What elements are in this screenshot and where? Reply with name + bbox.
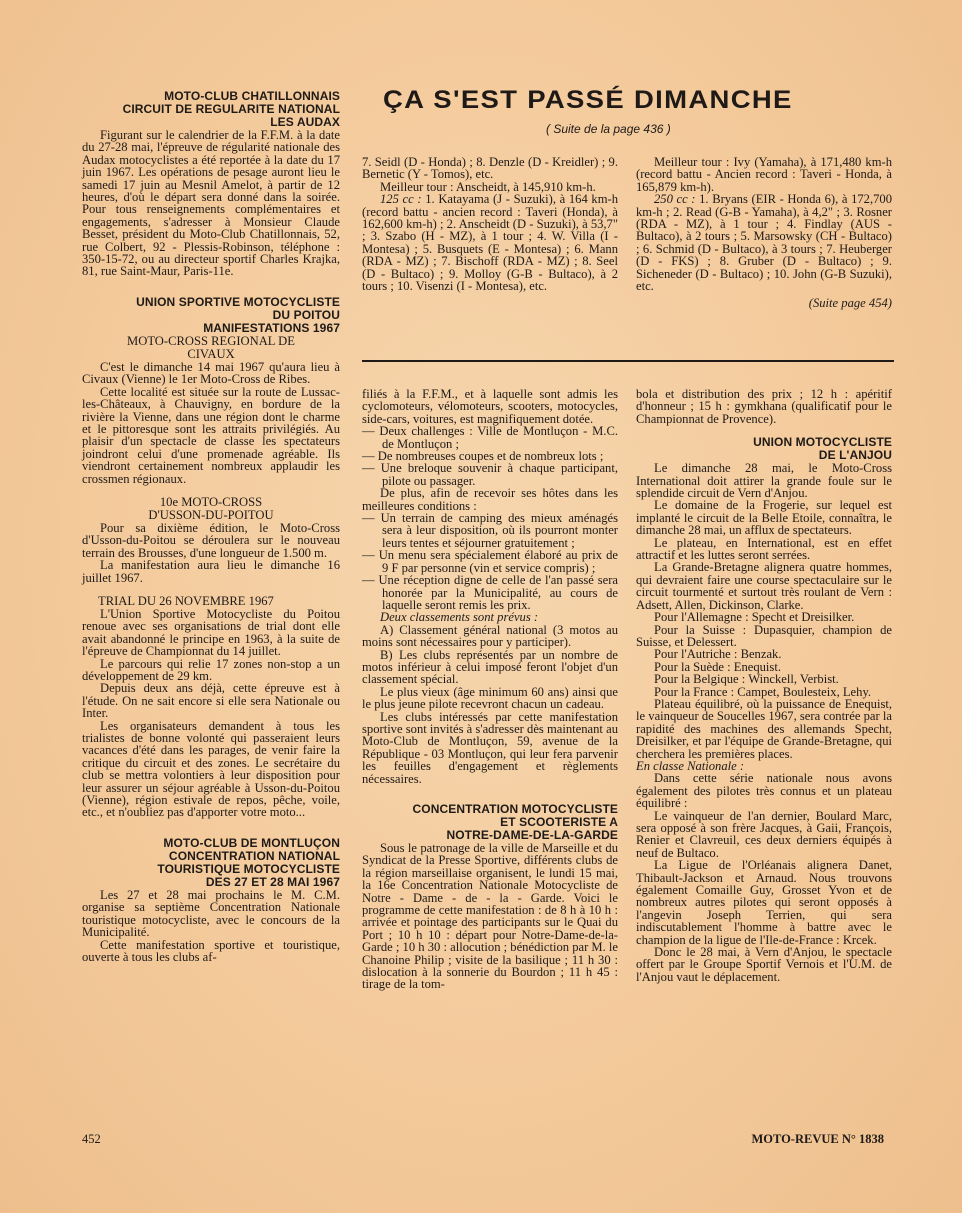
montlucon-title-3: TOURISTIQUE MOTOCYCLISTE [157, 861, 340, 876]
classe-nationale-title: En classe Nationale : [636, 758, 745, 773]
montlucon-paragraph-2: Cette manifestation sportive et touristique, ouverte à tous les clubs af- [82, 937, 340, 964]
anjou-country: Pour la Suisse : Dupasquier, champion de Suisse, et Delessert. [636, 622, 892, 649]
hosting-item: — Un menu sera spécialement élaboré au prix de 9 F par personne (vin et service compris) ; [362, 548, 618, 575]
hosting-item: — Un terrain de camping des mieux aménagés sera à leur disposition, où ils pourront monter leurs tentes et séjourner gratuitement ; [362, 511, 618, 550]
continued-from-note: ( Suite de la page 436 ) [546, 122, 671, 136]
audax-title-3: LES AUDAX [270, 115, 340, 129]
usson-paragraph-2: La manifestation aura lieu le dimanche 16 juillet 1967. [82, 558, 340, 585]
prize-item: — De nombreuses coupes et de nombreux lots ; [362, 449, 604, 464]
usson-title-1: 10e MOTO-CROSS [159, 494, 263, 509]
trial-paragraph-3: Depuis deux ans déjà, cette épreuve est à l'étude. On ne sait encore si elle sera Nationale ou Inter. [82, 681, 340, 721]
audax-title-2: CIRCUIT DE REGULARITE NATIONAL [122, 102, 340, 116]
anjou-paragraph-2: Le domaine de la Frogerie, sur lequel est implanté le circuit de la Belle Etoile, connaîtra, le dimanche 28 mai, un afflux de spectateurs. [636, 498, 892, 538]
civaux-paragraph-2: Cette localité est située sur la route de Lussac-les-Châteaux, à Chauvigny, en bordure de la rivière la Vienne, dans une région dont le charme et le pittoresque sont les attraits privilégiés. Au plaisir d'un spectacle de classe les spectateurs joindront celui d'une promenade agréable. Ils viendront certainement nombreux applaudir les crossmen régionaux. [82, 384, 340, 486]
montlucon-continued: filiés à la F.F.M., et à laquelle sont admis les cyclomoteurs, vélomoteurs, scooters, motocycles, side-cars, voitures, est magnifiquement dotée. [362, 387, 618, 426]
tombola-continued: bola et distribution des prix ; 12 h : apéritif d'honneur ; 15 h : gymkhana (qualificatif pour le Championnat de Provence). [636, 387, 892, 426]
column-3-results [636, 156, 892, 310]
civaux-paragraph-1: C'est le dimanche 14 mai 1967 qu'aura lieu à Civaux (Vienne) le 1er Moto-Cross de Ribes. [82, 359, 340, 387]
poitou-title-3: MANIFESTATIONS 1967 [203, 320, 340, 335]
anjou-paragraph-7: Le vainqueur de l'an dernier, Boulard Marc, sera opposé à son frère Jacques, à Gaii, François, Renier et Clavreuil, ces deux derniers équipés à neuf de Bultaco. [636, 808, 892, 860]
oldest-youngest: Le plus vieux (âge minimum 60 ans) ainsi que le plus jeune pilote recevront chacun un cadeau. [362, 684, 618, 712]
anjou-country: Pour la Belgique : Winckell, Verbist. [654, 672, 839, 687]
continued-to-note: (Suite page 454) [808, 296, 892, 311]
concentration-body: Sous le patronage de la ville de Marseille et du Syndicat de la Presse Sportive, différents clubs de la région marseillaise organisent, le lundi 15 mai, la 16e Concentration Nationale Motocycliste de Notre - Dame - de - la - Garde. Voici le programme de cette manifestation : de 8 h à 10 h : arrivée et pointage des participants sur le Quai du Port ; 10 h 10 : départ pour Notre-Dame-de-la-Garde ; 10 h 30 : allocution ; bénédiction par M. le Chanoine Philip ; visite de la basilique ; 11 h 30 : dislocation à la sonnerie du Bourdon ; 11 h 45 : tirage de la tom- [362, 841, 619, 992]
civaux-title-1: MOTO-CROSS REGIONAL DE [127, 333, 295, 348]
audax-title-1: MOTO-CLUB CHATILLONNAIS [164, 89, 340, 103]
anjou-country: Pour la Suède : Enequist. [654, 659, 781, 674]
clubs-invite: Les clubs intéressés par cette manifestation sportive sont invités à s'adresser dès maintenant au Moto-Club de Montluçon, 59, avenue de la République - 03 Montluçon, qui leur fera parvenir les feuilles d'engagement et règlements nécessaires. [362, 709, 618, 786]
results-125cc-text: 1. Katayama (J - Suzuki), à 164 km-h (record battu - ancien record : Taveri (Honda), à 162,600 km-h) ; 2. Anscheidt (D - Suzuki), à 53,7" ; 3. Szabo (H - MZ), à 1 tour ; 4. W. Villa (I - Montesa) ; 5. Busquets (E - Montesa) ; 6. Mann (RDA - MZ) ; 7. Bischoff (RDA - MZ) ; 8. Seel (D - Bultaco) ; 9. Molloy (G-B - Bultaco), à 2 tours ; 10. Visenzi (I - Montesa), etc. [362, 192, 618, 294]
usson-paragraph-1: Pour sa dixième édition, le Moto-Cross d'Usson-du-Poitou se déroulera sur le nouveau terrain des Brousses, d'une longueur de 1.500 m. [82, 520, 340, 560]
classements-title: Deux classements sont prévus : [380, 610, 539, 625]
prize-item: — Une breloque souvenir à chaque participant, pilote ou passager. [362, 461, 618, 488]
column-1 [82, 90, 340, 963]
montlucon-title-2: CONCENTRATION NATIONAL [168, 848, 340, 863]
category-250cc: 250 cc : [654, 192, 696, 207]
column-2-results [362, 156, 618, 292]
classement-b: B) Les clubs représentés par un nombre de motos inférieur à celui imposé feront l'objet d'un classement spécial. [362, 647, 618, 687]
trial-title: TRIAL DU 26 NOVEMBRE 1967 [98, 593, 274, 608]
anjou-paragraph-5: Plateau équilibré, où la puissance de Enequist, le vainqueur de Soucelles 1967, sera contrée par la rapidité des machines des allemands Specht, Dreisilker, et par l'équipe de Grande-Bretagne, qui cherchera les premières places. [636, 696, 892, 761]
anjou-paragraph-4: La Grande-Bretagne alignera quatre hommes, qui devraient faire une course spectaculaire sur le circuit tourmenté et surtout très roulant de Vern : Adsett, Allen, Dickinson, Clarke. [636, 560, 892, 612]
anjou-paragraph-3: Le plateau, en International, est en effet attractif et les luttes seront serrées. [636, 535, 892, 563]
anjou-country: Pour la France : Campet, Boulesteix, Lehy. [654, 684, 872, 699]
concentration-title-1: CONCENTRATION MOTOCYCLISTE [412, 802, 618, 816]
montlucon-title-1: MOTO-CLUB DE MONTLUÇON [163, 835, 340, 850]
classement-a: A) Classement général national (3 motos au moins sont nécessaires pour y participer). [362, 622, 618, 650]
usson-title-2: D'USSON-DU-POITOU [148, 507, 274, 522]
results-125cc [362, 193, 618, 292]
magazine-issue: MOTO-REVUE N° 1838 [751, 1132, 884, 1146]
hosting-item: — Une réception digne de celle de l'an passé sera honorée par la Municipalité, au cours de laquelle seront remis les prix. [362, 573, 618, 612]
montlucon-title-4: DES 27 ET 28 MAI 1967 [205, 874, 340, 889]
anjou-country: Pour l'Allemagne : Specht et Dreisilker. [654, 610, 855, 625]
trial-paragraph-4: Les organisateurs demandent à tous les trialistes de bonne volonté qui passeraient leurs vacances d'été dans les parages, de venir faire la critique du circuit et des zones. Le secrétaire du club se mettra volontiers à leur disposition pour leur assurer un séjour agréable à Usson-du-Poitou (Vienne), région estivale de repos, pêche, voile, etc., et n'oubliez pas d'apporter votre moto... [82, 718, 340, 820]
anjou-paragraph-9: Donc le 28 mai, à Vern d'Anjou, le spectacle offert par le Groupe Sportif Vernois et l'U.M. de l'Anjou vaut le déplacement. [636, 945, 892, 984]
poitou-title-1: UNION SPORTIVE MOTOCYCLISTE [136, 294, 340, 309]
best-lap-2: Meilleur tour : Ivy (Yamaha), à 171,480 km-h (record battu - Ancien record : Taveri - Honda, à 165,879 km-h). [636, 155, 892, 194]
prize-list [362, 425, 618, 487]
civaux-title-2: CIVAUX [187, 346, 235, 361]
anjou-paragraph-8: La Ligue de l'Orléanais alignera Danet, Thibault-Jackson et Arnaud. Nous trouvons également Comaille Guy, Grosset Yvon et de nombreux autres pilotes qui seront opposés à l'angevin Joseph Terrien, qui sera indiscutablement l'homme à battre avec le champion de la ligue de l'Ile-de-France : Krcek. [636, 858, 892, 947]
hosting-intro: De plus, afin de recevoir ses hôtes dans les meilleures conditions : [362, 486, 618, 513]
anjou-paragraph-6: Dans cette série nationale nous avons également des pilotes très connus et un plateau équilibré : [636, 771, 892, 811]
trial-paragraph-1: L'Union Sportive Motocycliste du Poitou renoue avec ses organisations de trial dont elle avait abandonné le principe en 1963, à la suite de l'épreuve de Championnat du 14 juillet. [82, 606, 340, 659]
concentration-title-2: ET SCOOTERISTE A [500, 815, 618, 829]
trial-paragraph-2: Le parcours qui relie 17 zones non-stop a un développement de 29 km. [82, 656, 340, 683]
page-number: 452 [82, 1132, 101, 1146]
results-top: 7. Seidl (D - Honda) ; 8. Denzle (D - Kreidler) ; 9. Bernetic (Y - Tomos), etc. [362, 155, 618, 182]
anjou-country: Pour l'Autriche : Benzak. [654, 647, 782, 662]
anjou-title-2: DE L'ANJOU [818, 448, 892, 463]
audax-body: Figurant sur le calendrier de la F.F.M. à la date du 27-28 mai, l'épreuve de régularité nationale des Audax motocyclistes a été reportée à la date du 17 juin 1967. Les opérations de pesage auront lieu le samedi 17 juin au Mesnil Amelot, à partir de 12 heures, d'où le départ sera donné dans la soirée. Pour tous renseignements complémentaires et engagements, s'adresser à Monsieur Claude Besset, président du Moto-Club Chatillonnais, 52, rue Colbert, 92 - Plessis-Robinson, téléphone : 350-15-72, ou au directeur sportif Charles Krajka, 81, rue Saint-Maur, Paris-11e. [82, 128, 340, 279]
column-2 [362, 388, 618, 991]
poitou-title-2: DU POITOU [272, 307, 340, 322]
hosting-list [362, 512, 618, 611]
results-250cc [636, 193, 892, 292]
page-headline: ÇA S'EST PASSÉ DIMANCHE [383, 86, 793, 114]
results-250cc-text: 1. Bryans (EIR - Honda 6), à 172,700 km-h ; 2. Read (G-B - Yamaha), à 4,2" ; 3. Rosner (RDA - MZ), à 1 tour ; 4. Findlay (AUS - Bultaco), à 2 tours ; 5. Marsowsky (CH - Bultaco) ; 6. Schmid (D - Bultaco), à 3 tours ; 7. Heuberger (D - FKS) ; 8. Gruber (D - Bultaco) ; 9. Sicheneder (D - Bultaco) ; 10. John (G-B Suzuki), etc. [636, 192, 892, 294]
best-lap-1: Meilleur tour : Anscheidt, à 145,910 km-h. [380, 179, 596, 194]
prize-item: — Deux challenges : Ville de Montluçon - M.C. de Montluçon ; [362, 424, 618, 451]
category-125cc: 125 cc : [380, 192, 422, 207]
anjou-paragraph-1: Le dimanche 28 mai, le Moto-Cross International doit attirer la grande foule sur le splendide circuit de Vern d'Anjou. [636, 461, 892, 501]
column-3 [636, 388, 892, 983]
anjou-title-1: UNION MOTOCYCLISTE [753, 435, 892, 450]
montlucon-paragraph-1: Les 27 et 28 mai prochains le M. C.M. organise sa septième Concentration Nationale touristique motocycliste, avec le concours de la Municipalité. [82, 887, 340, 940]
concentration-title-3: NOTRE-DAME-DE-LA-GARDE [446, 828, 618, 842]
section-divider [362, 360, 894, 362]
